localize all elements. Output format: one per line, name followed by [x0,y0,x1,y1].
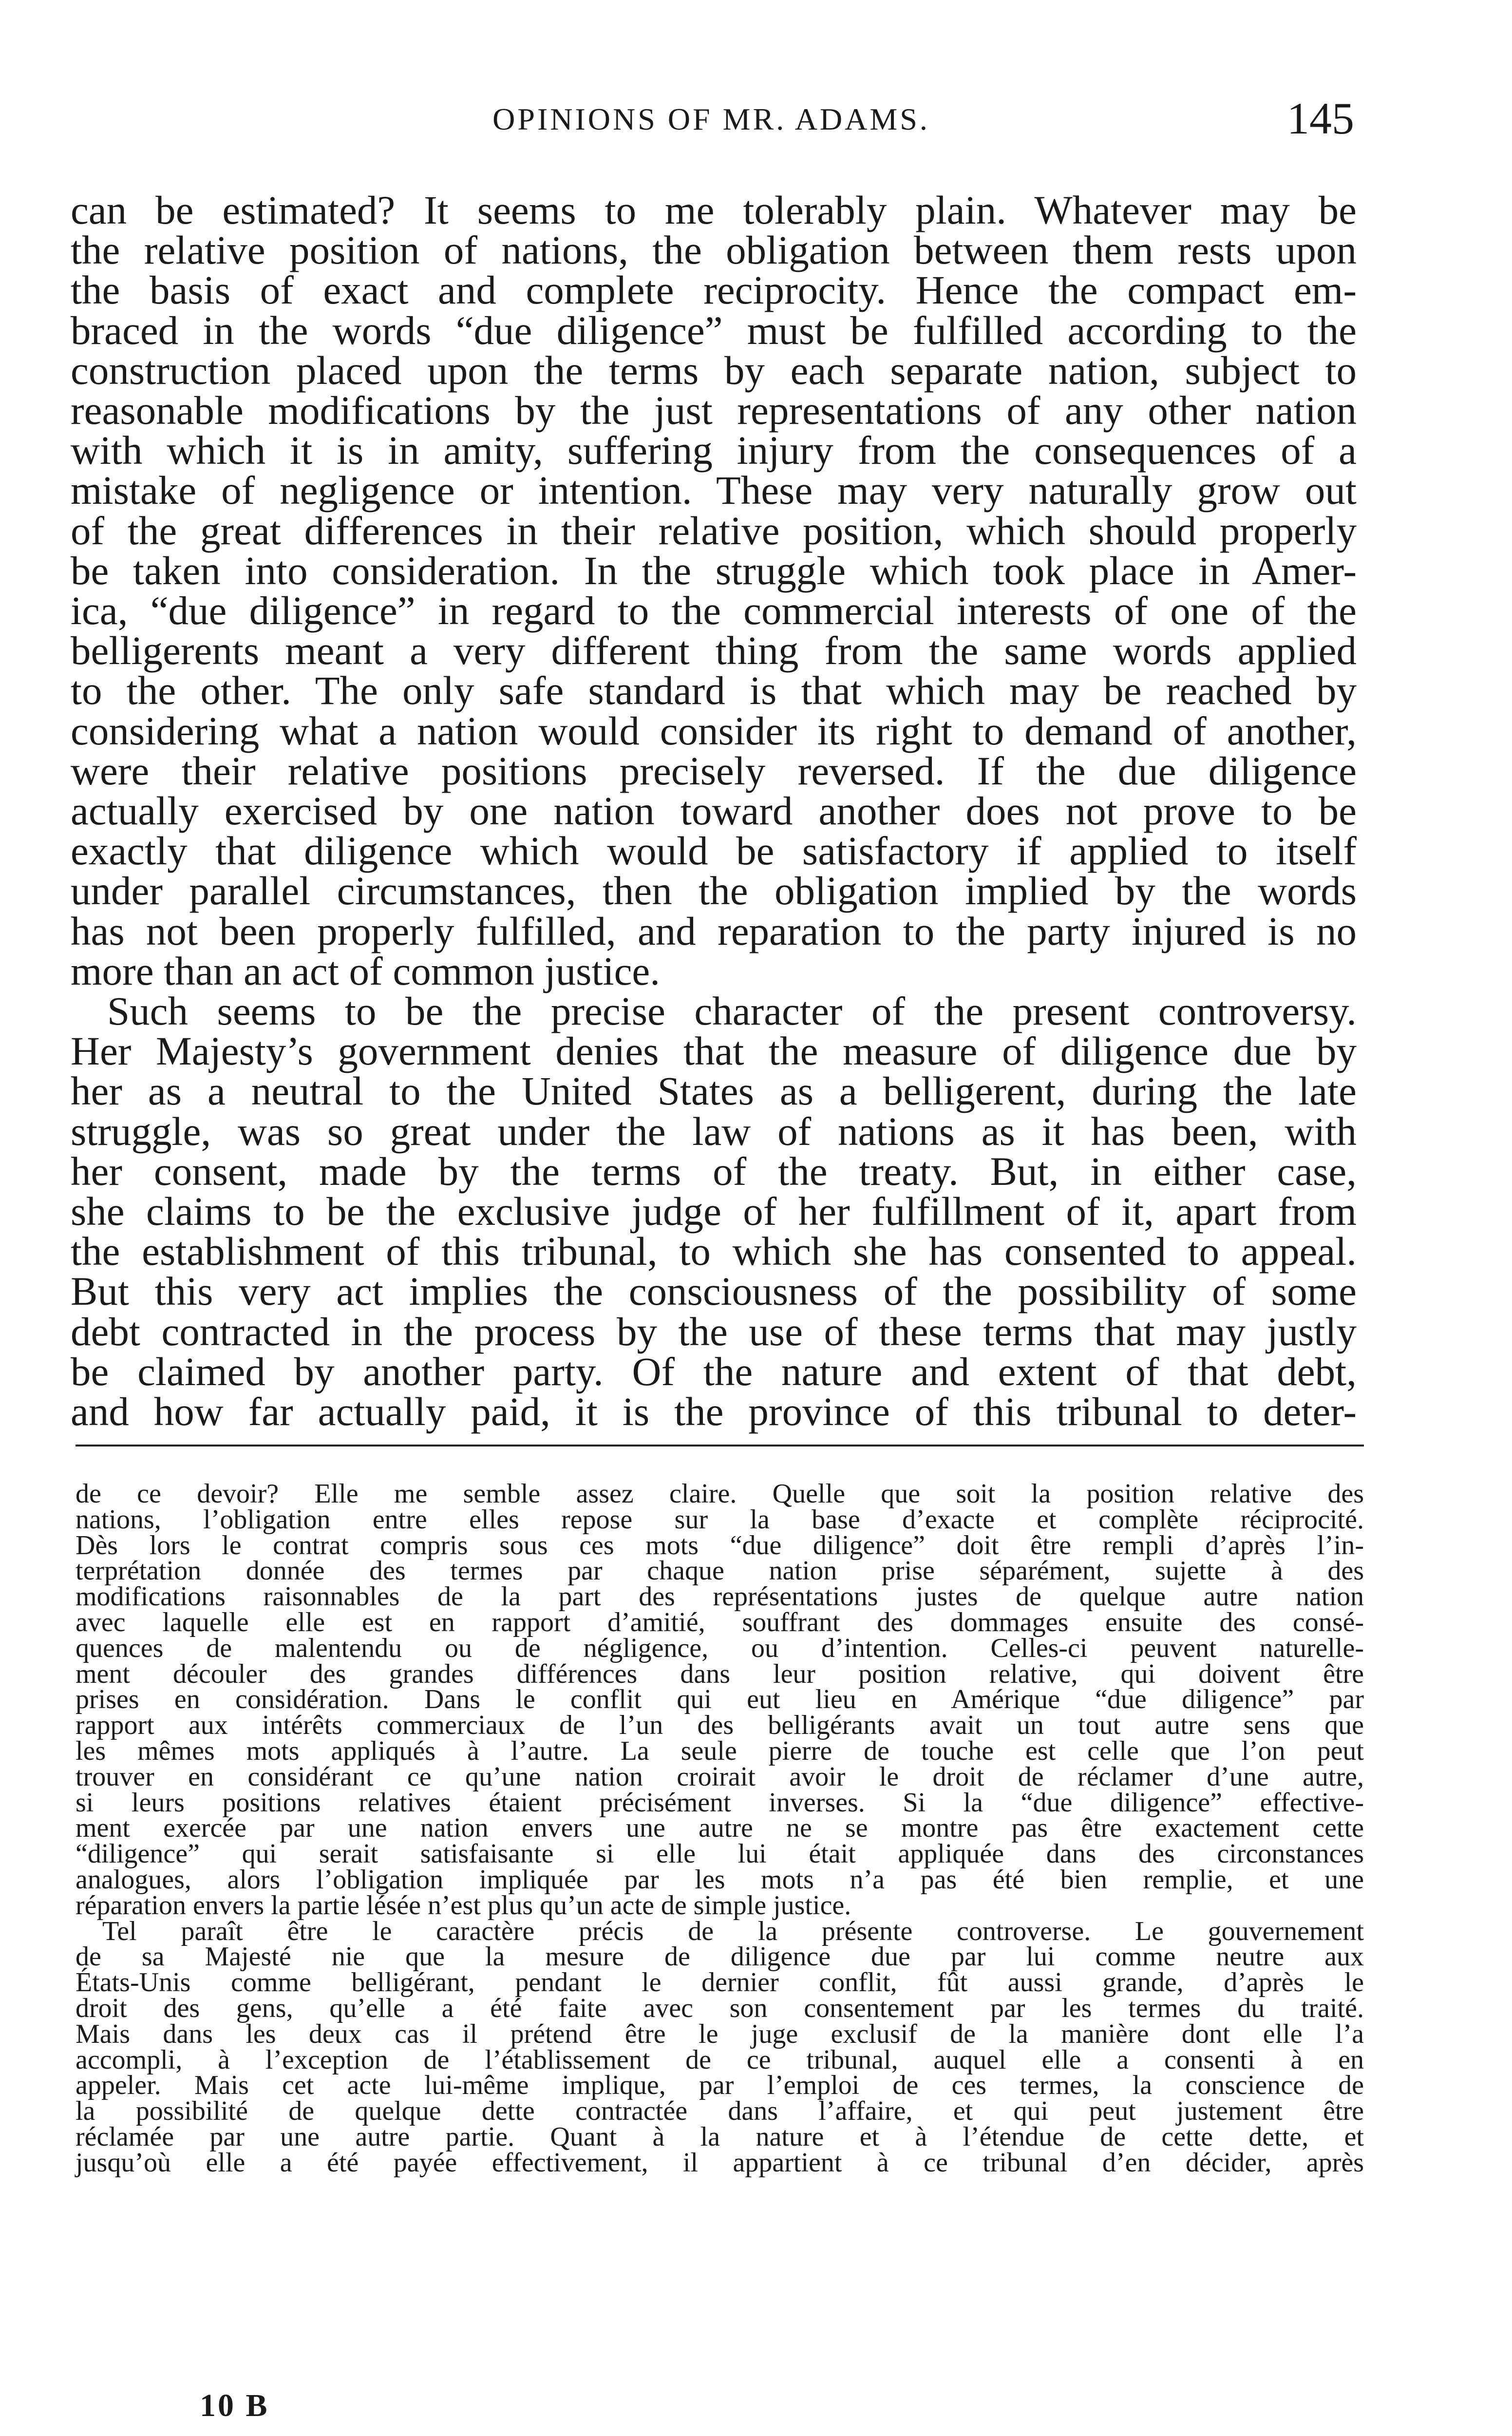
english-paragraph-1 [71,190,1357,991]
french-paragraph-2 [76,1916,1364,2178]
text-line: be taken into consideration. In the struggle which took place in Amer- [71,548,1357,593]
text-line: her as a neutral to the United States as a belligerent, during the late [71,1068,1357,1114]
text-line: trouver en considérant ce qu’une nation croirait avoir le droit de réclamer d’une autre, [76,1761,1364,1792]
text-line: were their relative positions precisely reversed. If the due diligence [71,748,1357,793]
text-line: the establishment of this tribunal, to which she has consented to appeal. [71,1229,1357,1274]
text-line: de sa Majesté nie que la mesure de diligence due par lui comme neutre aux [76,1941,1364,1972]
text-line: actually exercised by one nation toward another does not prove to be [71,788,1357,834]
french-text-block [76,1481,1364,2176]
text-line: exactly that diligence which would be satisfactory if applied to itself [71,828,1357,874]
text-line: be claimed by another party. Of the nature and extent of that debt, [71,1349,1357,1394]
text-line: droit des gens, qu’elle a été faite avec son consentement par les termes du traité. [76,1993,1364,2023]
text-line: Dès lors le contrat compris sous ces mots “due diligence” doit être rempli d’après l’in- [76,1530,1364,1561]
text-line: réclamée par une autre partie. Quant à la nature et à l’étendue de cette dette, et [76,2121,1364,2152]
text-line: quences de malentendu ou de négligence, ou d’intention. Celles-ci peuvent naturelle- [76,1633,1364,1663]
text-line: her consent, made by the terms of the treaty. But, in either case, [71,1148,1357,1194]
text-line: réparation envers la partie lésée n’est plus qu’un acte de simple justice. [76,1890,851,1921]
text-line: analogues, alors l’obligation impliquée par les mots n’a pas été bien remplie, et une [76,1864,1364,1895]
text-line: to the other. The only safe standard is that which may be reached by [71,668,1357,713]
text-line: nations, l’obligation entre elles repose sur la base d’exacte et complète réciprocité. [76,1504,1364,1535]
text-line: la possibilité de quelque dette contractée dans l’affaire, et qui peut justement être [76,2096,1364,2127]
text-line: the relative position of nations, the obligation between them rests upon [71,228,1357,273]
french-paragraph-1 [76,1481,1364,1919]
text-line: avec laquelle elle est en rapport d’amitié, souffrant des dommages ensuite des consé- [76,1607,1364,1637]
text-line: has not been properly fulfilled, and reparation to the party injured is no [71,908,1357,953]
text-line: of the great differences in their relative position, which should properly [71,508,1357,553]
footnote-divider [76,1445,1364,1446]
text-line: debt contracted in the process by the use of these terms that may justly [71,1309,1357,1354]
text-line: Her Majesty’s government denies that the measure of diligence due by [71,1028,1357,1074]
text-line: si leurs positions relatives étaient précisément inverses. Si la “due diligence” effective- [76,1787,1364,1818]
text-line: de ce devoir? Elle me semble assez claire. Quelle que soit la position relative des [76,1479,1364,1509]
text-line: Mais dans les deux cas il prétend être le juge exclusif de la manière dont elle l’a [76,2018,1364,2049]
text-line: construction placed upon the terms by each separate nation, subject to [71,347,1357,393]
text-line: under parallel circumstances, then the obligation implied by the words [71,868,1357,914]
text-line: “diligence” qui serait satisfaisante si elle lui était appliquée dans des circonstances [76,1839,1364,1869]
text-line: ment exercée par une nation envers une autre ne se montre pas être exactement cette [76,1813,1364,1844]
text-line: mistake of negligence or intention. These may very naturally grow out [71,468,1357,513]
text-line: Tel paraît être le caractère précis de la présente controverse. Le gouvernement [102,1916,1364,1946]
text-line: and how far actually paid, it is the province of this tribunal to deter- [71,1389,1357,1434]
text-line: reasonable modifications by the just representations of any other nation [71,388,1357,433]
text-line: prises en considération. Dans le conflit qui eut lieu en Amérique “due diligence” par [76,1684,1364,1715]
text-line: ment découler des grandes différences dans leur position relative, qui doivent être [76,1658,1364,1689]
text-line: appeler. Mais cet acte lui-même implique, par l’emploi de ces termes, la conscience de [76,2070,1364,2101]
text-line: belligerents meant a very different thing from the same words applied [71,628,1357,673]
text-line: rapport aux intérêts commerciaux de l’un des belligérants avait un tout autre sens que [76,1710,1364,1741]
text-line: the basis of exact and complete reciprocity. Hence the compact em- [71,267,1357,313]
text-line: États-Unis comme belligérant, pendant le dernier conflit, fût aussi grande, d’après le [76,1967,1364,1998]
signature-mark: 10 B [200,2388,269,2423]
text-line: ica, “due diligence” in regard to the commercial interests of one of the [71,588,1357,633]
running-title: OPINIONS OF MR. ADAMS. [492,102,930,136]
text-line: she claims to be the exclusive judge of her fulfillment of it, apart from [71,1189,1357,1234]
text-line: more than an act of common justice. [71,948,661,993]
text-line: considering what a nation would consider its right to demand of another, [71,708,1357,753]
text-line: braced in the words “due diligence” must be fulfilled according to the [71,307,1357,353]
text-line: modifications raisonnables de la part des représentations justes de quelque autre nation [76,1581,1364,1612]
text-line: terprétation donnée des termes par chaque nation prise séparément, sujette à des [76,1556,1364,1586]
text-line: jusqu’où elle a été payée effectivement, il appartient à ce tribunal d’en décider, après [76,2147,1364,2178]
text-line: accompli, à l’exception de l’établissement de ce tribunal, auquel elle a consenti à en [76,2044,1364,2075]
text-line: with which it is in amity, suffering injury from the consequences of a [71,428,1357,473]
text-line: les mêmes mots appliqués à l’autre. La seule pierre de touche est celle que l’on peut [76,1735,1364,1766]
running-head [73,93,1354,146]
text-line: But this very act implies the consciousness of the possibility of some [71,1269,1357,1314]
english-paragraph-2 [71,989,1357,1434]
english-text-block [71,188,1357,1434]
text-line: struggle, was so great under the law of nations as it has been, with [71,1108,1357,1154]
text-line: Such seems to be the precise character of the present controversy. [107,989,1357,1034]
text-line: can be estimated? It seems to me tolerably plain. Whatever may be [71,188,1357,232]
page-number: 145 [1287,94,1354,143]
